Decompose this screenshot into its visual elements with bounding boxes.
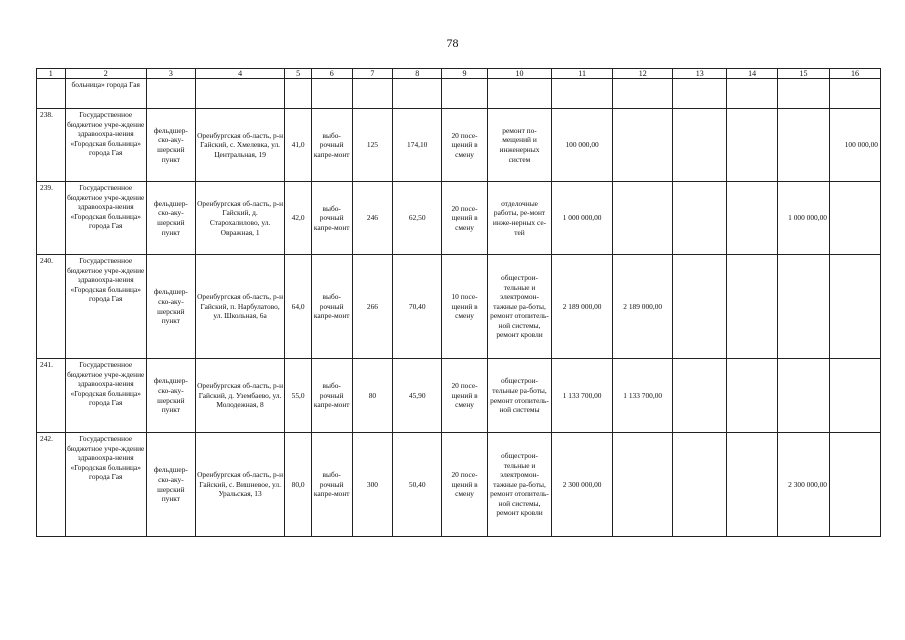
facility-type-cell: фельдшер-ско-аку-шерский пункт — [146, 109, 195, 182]
column-number: 5 — [285, 69, 311, 79]
facility-type-cell: фельдшер-ско-аку-шерский пункт — [146, 182, 195, 255]
table-row — [37, 255, 881, 359]
area-cell: 55,0 — [285, 359, 311, 433]
col15-cell — [778, 255, 830, 359]
area-cell: 64,0 — [285, 255, 311, 359]
facility-type-cell: фельдшер-ско-аку-шерский пункт — [146, 359, 195, 433]
col13-cell — [673, 255, 727, 359]
col14-cell — [727, 255, 778, 359]
repair-type-cell: выбо-рочный капре-монт — [311, 359, 352, 433]
area-cell: 41,0 — [285, 109, 311, 182]
row-number: 242. — [37, 433, 66, 537]
col8-cell: 70,40 — [393, 255, 442, 359]
works-cell: общестрои-тельные и электромон-тажные ра-боты, ремонт отопитель-ной системы, ремонт кровли — [487, 433, 551, 537]
column-number: 2 — [65, 69, 146, 79]
works-cell: общестрои-тельные и электромон-тажные ра-боты, ремонт отопитель-ной системы, ремонт кровли — [487, 255, 551, 359]
col8-cell: 45,90 — [393, 359, 442, 433]
col16-cell: 100 000,00 — [829, 109, 880, 182]
org-cell: Государственное бюджетное учре-ждение здравоохра-нения «Городская больница» города Гая — [65, 182, 146, 255]
column-number: 10 — [487, 69, 551, 79]
column-number: 11 — [552, 69, 613, 79]
address-cell: Оренбургская об-ласть, р-н Гайский, д. Старохалилово, ул. Овражная, 1 — [195, 182, 285, 255]
column-number: 8 — [393, 69, 442, 79]
col15-cell — [778, 109, 830, 182]
col8-cell: 62,50 — [393, 182, 442, 255]
col15-cell: 2 300 000,00 — [778, 433, 830, 537]
address-cell: Оренбургская об-ласть, р-н Гайский, п. Нарбулатово, ул. Школьная, 6а — [195, 255, 285, 359]
col12-cell: 2 189 000,00 — [613, 255, 673, 359]
facility-type-cell: фельдшер-ско-аку-шерский пункт — [146, 433, 195, 537]
column-number: 9 — [442, 69, 488, 79]
column-number: 1 — [37, 69, 66, 79]
col13-cell — [673, 109, 727, 182]
col8-cell: 50,40 — [393, 433, 442, 537]
continuation-row — [37, 79, 881, 109]
col7-cell: 300 — [352, 433, 393, 537]
col15-cell: 1 000 000,00 — [778, 182, 830, 255]
col14-cell — [727, 359, 778, 433]
col7-cell: 266 — [352, 255, 393, 359]
col8-cell: 174,10 — [393, 109, 442, 182]
col11-cell: 2 300 000,00 — [552, 433, 613, 537]
row-number: 238. — [37, 109, 66, 182]
col12-cell — [613, 182, 673, 255]
col11-cell: 1 133 700,00 — [552, 359, 613, 433]
capacity-cell: 20 посе-щений в смену — [442, 433, 488, 537]
capacity-cell: 10 посе-щений в смену — [442, 255, 488, 359]
repair-type-cell: выбо-рочный капре-монт — [311, 182, 352, 255]
facility-type-cell: фельдшер-ско-аку-шерский пункт — [146, 255, 195, 359]
col16-cell — [829, 182, 880, 255]
col11-cell: 1 000 000,00 — [552, 182, 613, 255]
org-cell: Государственное бюджетное учре-ждение здравоохра-нения «Городская больница» города Гая — [65, 255, 146, 359]
capacity-cell: 20 посе-щений в смену — [442, 359, 488, 433]
repair-type-cell: выбо-рочный капре-монт — [311, 255, 352, 359]
row-number: 240. — [37, 255, 66, 359]
col7-cell: 125 — [352, 109, 393, 182]
repair-type-cell: выбо-рочный капре-монт — [311, 433, 352, 537]
col16-cell — [829, 433, 880, 537]
col16-cell — [829, 255, 880, 359]
column-number: 16 — [829, 69, 880, 79]
column-number: 15 — [778, 69, 830, 79]
column-number-row — [37, 69, 881, 79]
col12-cell — [613, 433, 673, 537]
column-number: 6 — [311, 69, 352, 79]
col14-cell — [727, 182, 778, 255]
address-cell: Оренбургская об-ласть, р-н Гайский, с. Хмелевка, ул. Центральная, 19 — [195, 109, 285, 182]
address-cell: Оренбургская об-ласть, р-н Гайский, д. Узембаево, ул. Молодежная, 8 — [195, 359, 285, 433]
column-number: 7 — [352, 69, 393, 79]
col12-cell — [613, 109, 673, 182]
org-cell: больница» города Гая — [65, 79, 146, 109]
repair-type-cell: выбо-рочный капре-монт — [311, 109, 352, 182]
works-cell: отделочные работы, ре-монт инже-нерных се-тей — [487, 182, 551, 255]
table-row — [37, 109, 881, 182]
table-row — [37, 433, 881, 537]
area-cell: 80,0 — [285, 433, 311, 537]
capacity-cell: 20 посе-щений в смену — [442, 109, 488, 182]
org-cell: Государственное бюджетное учре-ждение здравоохра-нения «Городская больница» города Гая — [65, 433, 146, 537]
column-number: 13 — [673, 69, 727, 79]
row-number: 239. — [37, 182, 66, 255]
org-cell: Государственное бюджетное учре-ждение здравоохра-нения «Городская больница» города Гая — [65, 359, 146, 433]
area-cell: 42,0 — [285, 182, 311, 255]
col13-cell — [673, 359, 727, 433]
address-cell: Оренбургская об-ласть, р-н Гайский, с. Вишневое, ул. Уральская, 13 — [195, 433, 285, 537]
col13-cell — [673, 433, 727, 537]
col16-cell — [829, 359, 880, 433]
column-number: 12 — [613, 69, 673, 79]
col15-cell — [778, 359, 830, 433]
column-number: 3 — [146, 69, 195, 79]
row-number: 241. — [37, 359, 66, 433]
column-number: 4 — [195, 69, 285, 79]
col12-cell: 1 133 700,00 — [613, 359, 673, 433]
col11-cell: 100 000,00 — [552, 109, 613, 182]
col7-cell: 246 — [352, 182, 393, 255]
column-number: 14 — [727, 69, 778, 79]
col13-cell — [673, 182, 727, 255]
org-cell: Государственное бюджетное учре-ждение здравоохра-нения «Городская больница» города Гая — [65, 109, 146, 182]
col7-cell: 80 — [352, 359, 393, 433]
table-row — [37, 359, 881, 433]
page-number: 78 — [446, 36, 459, 50]
col14-cell — [727, 433, 778, 537]
capacity-cell: 20 посе-щений в смену — [442, 182, 488, 255]
repair-register-table — [36, 68, 881, 537]
col11-cell: 2 189 000,00 — [552, 255, 613, 359]
col14-cell — [727, 109, 778, 182]
works-cell: общестрои-тельные ра-боты, ремонт отопитель-ной системы — [487, 359, 551, 433]
works-cell: ремонт по-мещений и инженерных систем — [487, 109, 551, 182]
table-row — [37, 182, 881, 255]
